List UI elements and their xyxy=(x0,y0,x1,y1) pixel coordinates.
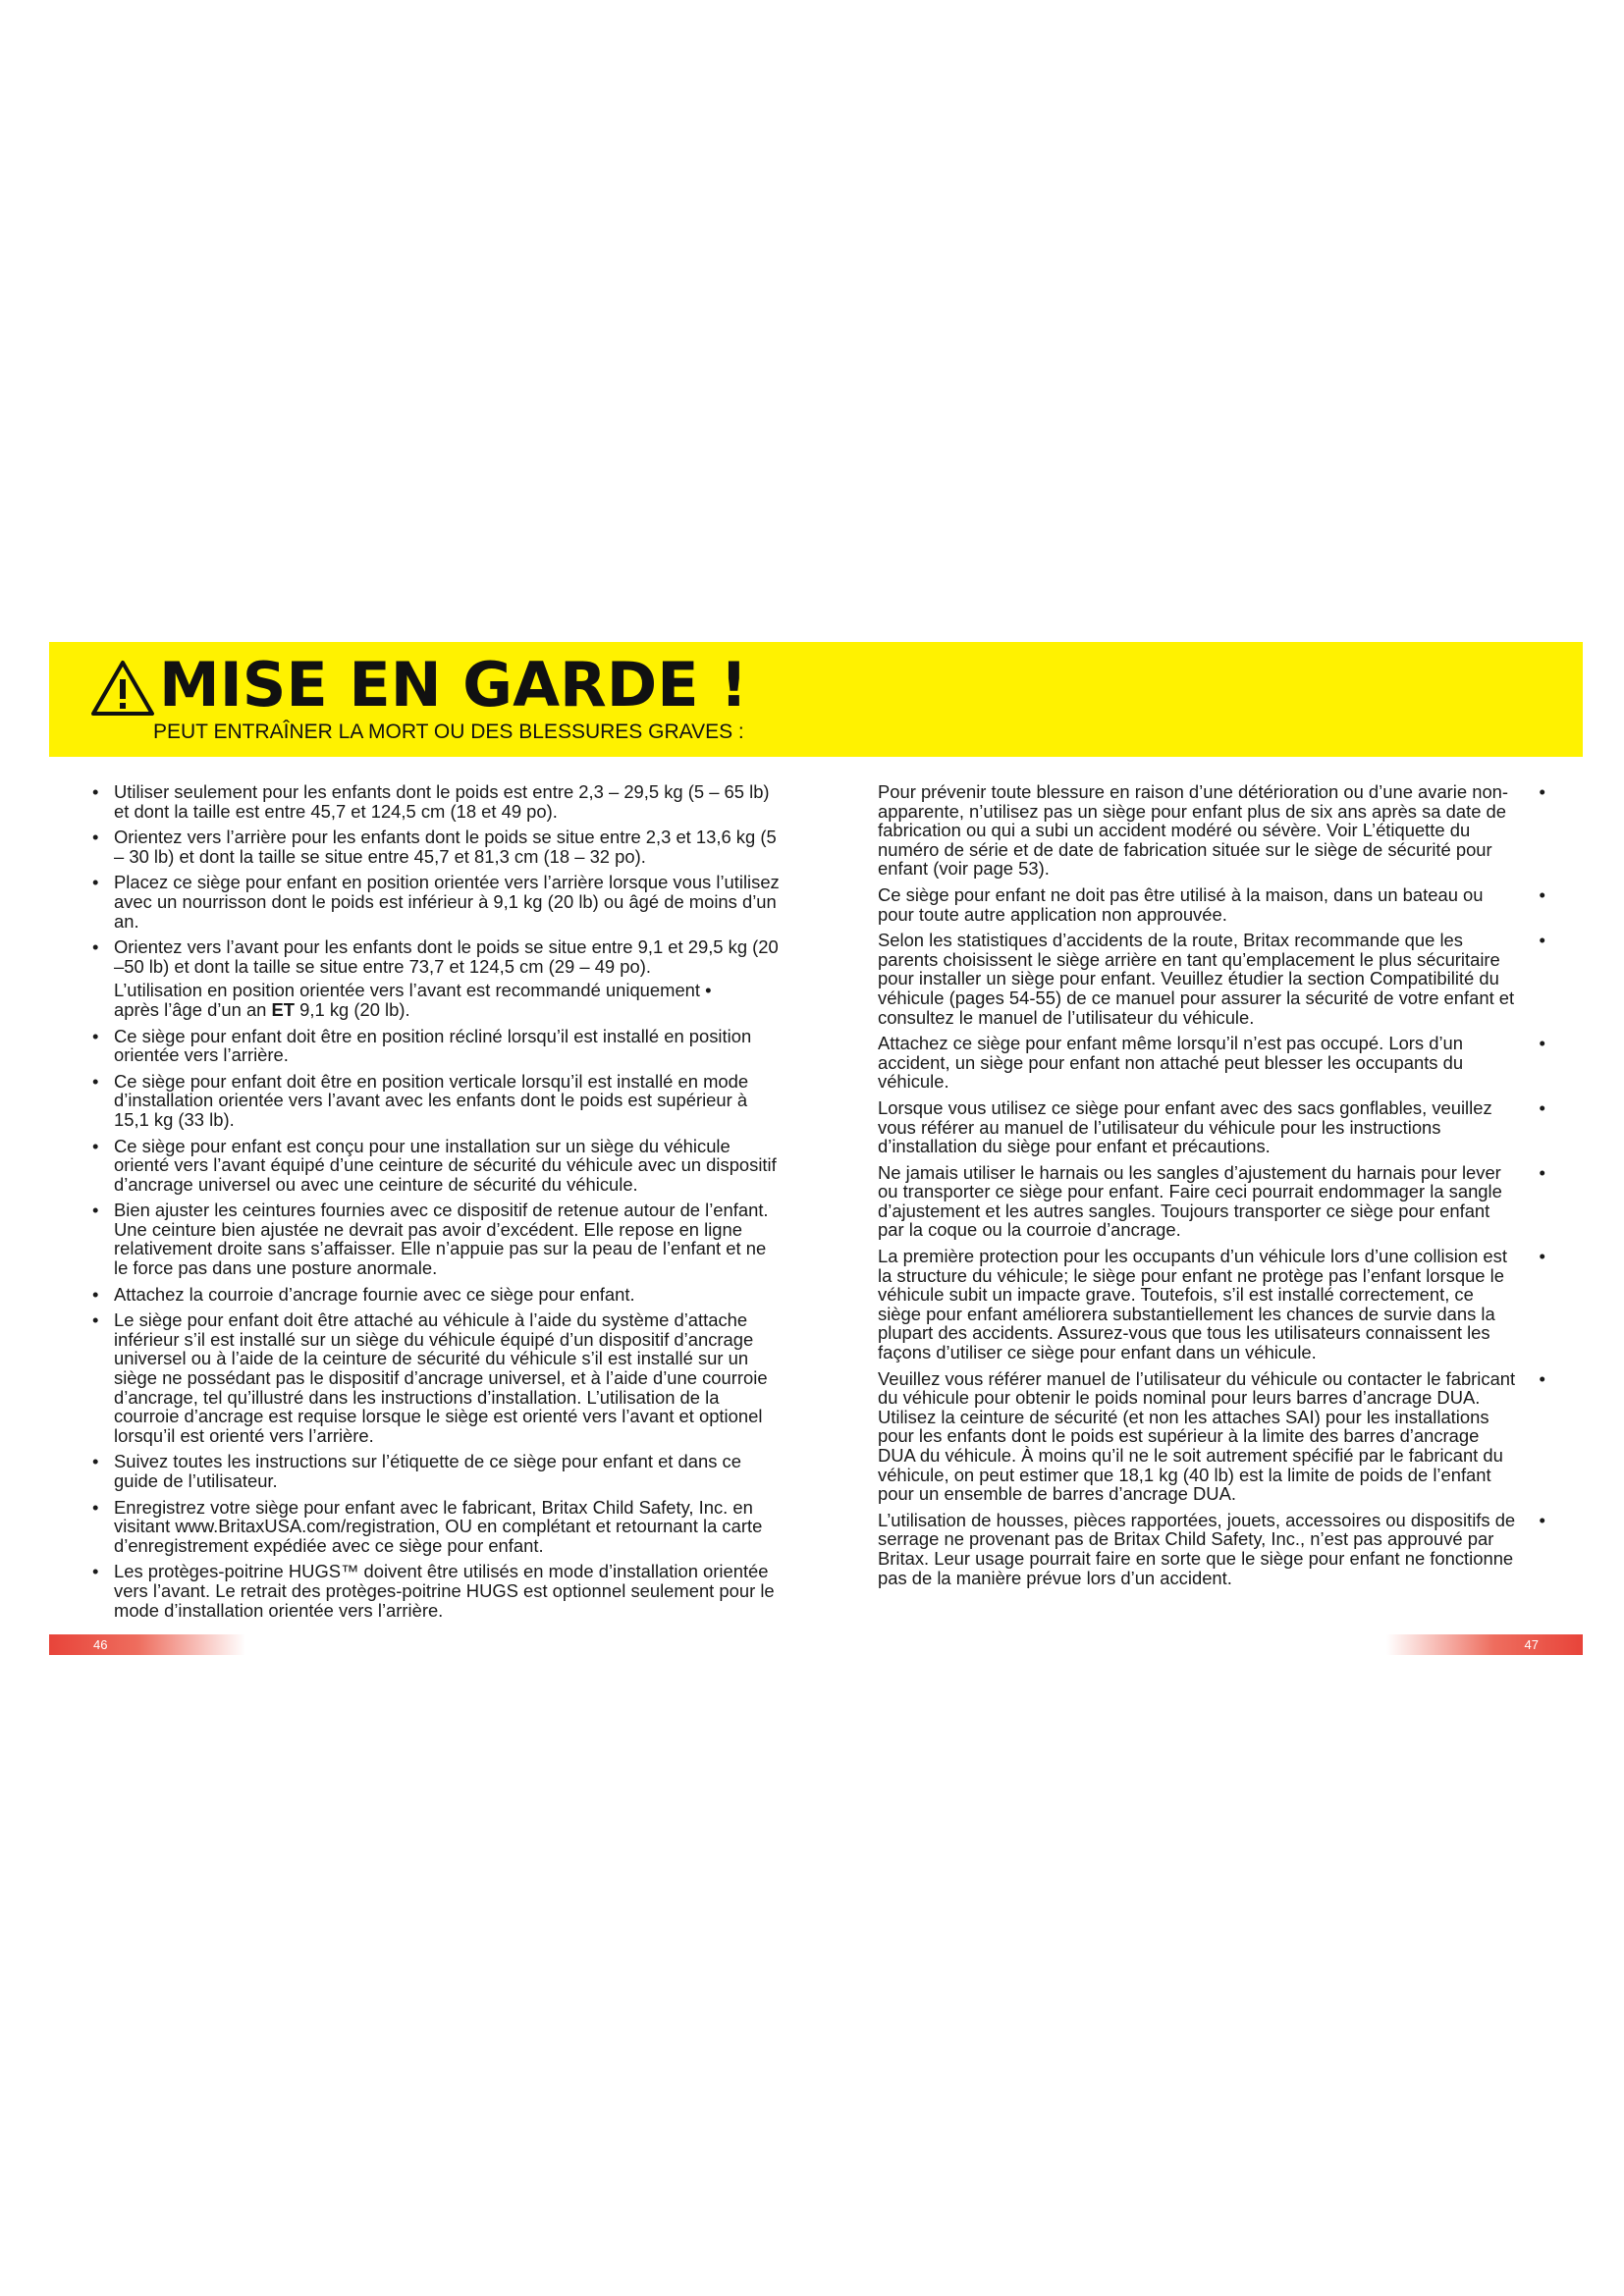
paragraph-text: Veuillez vous référer manuel de l’utilisateur du véhicule ou contacter le fabricant du véhicule pour obtenir le poids nominal pour leurs barres d’ancrage DUA. Utilisez la ceinture de sécurité (et non les attaches SAI) pour les installations pour les enfants dont le poids est supérieur à la limite des barres d’ancrage DUA du véhicule. À moins qu’il ne le soit autrement spécifié par le fabricant du véhicule, on peut estimer que 18,1 kg (40 lb) est la limite de poids de l’enfant pour un ensemble de barres d’ancrage DUA. xyxy=(878,1367,1516,1505)
list-item: • Orientez vers l’arrière pour les enfants dont le poids se situe entre 2,3 et 13,6 kg (5 – 30 lb) et dont la taille se situe entre 45,7 et 81,3 cm (18 – 32 po). xyxy=(92,828,782,866)
bullet-marker: • xyxy=(1539,1033,1545,1054)
warning-paragraph xyxy=(878,885,1545,924)
list-item: • Ce siège pour enfant est conçu pour une installation sur un siège du véhicule orienté vers l’avant équipé d’une ceinture de sécurité du véhicule avec un dispositif d’ancrage universel ou avec une ceinture de sécurité du véhicule. xyxy=(92,1137,782,1195)
warning-banner xyxy=(49,642,1583,757)
paragraph-text: Attachez ce siège pour enfant même lorsqu’il n’est pas occupé. Lors d’un accident, un siège pour enfant non attaché peut blesser les occupants du véhicule. xyxy=(878,1033,1464,1093)
warning-title: MISE EN GARDE ! xyxy=(159,649,748,721)
bullet-marker: • xyxy=(1539,1367,1545,1389)
list-item: • Le siège pour enfant doit être attaché au véhicule à l’aide du système d’attache inférieur s’il est installé sur un siège du véhicule équipé d’un dispositif d’ancrage universel ou à l’aide de la ceinture de sécurité du véhicule s’il est installé sur un siège ne possédant pas le dispositif d’ancrage universel, et à l’aide d’une courroie d’ancrage, tel qu’illustré dans les instructions d’installation. L’utilisation de la courroie d’ancrage est requise lorsque le siège est orienté vers l’avant et optionel lorsqu’il est orienté vers l’arrière. xyxy=(92,1310,782,1445)
warning-paragraph xyxy=(878,1034,1545,1092)
warning-paragraph xyxy=(878,782,1545,879)
page-number-left: 46 xyxy=(93,1637,108,1652)
list-item: • Attachez la courroie d’ancrage fournie avec ce siège pour enfant. xyxy=(92,1285,782,1305)
warning-paragraph xyxy=(878,931,1545,1027)
continuation-text: L’utilisation en position orientée vers l’avant est recommandé uniquement • xyxy=(114,980,712,1001)
list-item: • Placez ce siège pour enfant en position orientée vers l’arrière lorsque vous l’utilisez avec un nourrisson dont le poids est inférieur à 9,1 kg (20 lb) ou âgé de moins d’un an. xyxy=(92,873,782,931)
list-item: • Ce siège pour enfant doit être en position verticale lorsqu’il est installé en mode d’installation orientée vers l’avant avec les enfants dont le poids est supérieur à 15,1 kg (33 lb). xyxy=(92,1072,782,1130)
warning-paragraph xyxy=(878,1511,1545,1587)
paragraph-text: Selon les statistiques d’accidents de la route, Britax recommande que les parents choisissent le siège arrière en tant qu’emplacement le plus sécuritaire pour installer un siège pour enfant. Veuillez étudier la section Compatibilité du véhicule (pages 54-55) de ce manuel pour assurer la sécurité de votre enfant et consultez le manuel de l’utilisateur du véhicule. xyxy=(878,930,1515,1028)
warning-list xyxy=(92,782,782,1620)
warning-paragraph xyxy=(878,1369,1545,1504)
warning-paragraph xyxy=(878,1098,1545,1156)
bullet-marker: • xyxy=(1539,1096,1545,1118)
bullet-marker: • xyxy=(1539,1161,1545,1183)
list-item: • Utiliser seulement pour les enfants dont le poids est entre 2,3 – 29,5 kg (5 – 65 lb) et dont la taille est entre 45,7 et 124,5 cm (18 et 49 po). xyxy=(92,782,782,821)
footer-bar-left xyxy=(49,1634,245,1655)
bullet-marker: • xyxy=(1539,883,1545,905)
continuation-text-2: après l’âge d’un an xyxy=(114,998,272,1020)
list-item: • Ce siège pour enfant doit être en position récliné lorsqu’il est installé en position orientée vers l’arrière. xyxy=(92,1027,782,1065)
list-item: • Bien ajuster les ceintures fournies avec ce dispositif de retenue autour de l’enfant. Une ceinture bien ajustée ne devrait pas avoir d’excédent. Elle repose en ligne relativement droite sans s’affaisser. Elle n’appuie pas sur la peau de l’enfant et ne le force pas dans une posture anormale. xyxy=(92,1201,782,1277)
paragraph-text: La première protection pour les occupants d’un véhicule lors d’une collision est la structure du véhicule; le siège pour enfant ne protège pas l’enfant lorsque le véhicule subit un impacte grave. Toutefois, s’il est installé correctement, ce siège pour enfant améliorera substantiellement les chances de survie dans la plupart des accidents. Assurez-vous que tous les utilisateurs connaissent les façons d’utiliser ce siège pour enfant dans un véhicule. xyxy=(878,1246,1507,1363)
list-item: • Suivez toutes les instructions sur l’étiquette de ce siège pour enfant et dans ce guide de l’utilisateur. xyxy=(92,1452,782,1490)
list-item: • Les protèges-poitrine HUGS™ doivent être utilisés en mode d’installation orientée vers l’avant. Le retrait des protèges-poitrine HUGS est optionnel seulement pour le mode d’installation orientée vers l’arrière. xyxy=(92,1562,782,1620)
paragraph-text: Pour prévenir toute blessure en raison d’une détérioration ou d’une avarie non-apparente, n’utilisez pas un siège pour enfant plus de six ans après sa date de fabrication ou qui a subi un accident modéré ou sévère. Voir L’étiquette du numéro de série et de date de fabrication située sur le siège de sécurité pour enfant (voir page 53). xyxy=(878,781,1509,880)
continuation-text-3: 9,1 kg (20 lb). xyxy=(295,998,410,1020)
list-item-continuation xyxy=(92,981,782,1019)
footer-bar-right xyxy=(1386,1634,1583,1655)
list-item: • Enregistrez votre siège pour enfant avec le fabricant, Britax Child Safety, Inc. en visitant www.BritaxUSA.com/registration, OU en complétant et retournant la carte d’enregistrement expédiée avec ce siège pour enfant. xyxy=(92,1498,782,1556)
warning-triangle-icon xyxy=(90,660,155,717)
bullet-marker: • xyxy=(1539,781,1545,802)
warning-paragraph xyxy=(878,1163,1545,1240)
warning-subtitle: PEUT ENTRAÎNER LA MORT OU DES BLESSURES GRAVES : xyxy=(153,721,744,743)
paragraph-text: Ne jamais utiliser le harnais ou les sangles d’ajustement du harnais pour lever ou transporter ce siège pour enfant. Faire ceci pourrait endommager la sangle d’ajustement et les autres sangles. Toujours transporter ce siège pour enfant par la coque ou la courroie d’ancrage. xyxy=(878,1161,1502,1241)
warning-paragraph xyxy=(878,1247,1545,1362)
paragraph-text: L’utilisation de housses, pièces rapportées, jouets, accessoires ou dispositifs de serrage ne provenant pas de Britax Child Safety, Inc., n’est pas approuvé par Britax. Leur usage pourrait faire en sorte que le siège pour enfant ne fonctionne pas de la manière prévue lors d’un accident. xyxy=(878,1509,1516,1588)
continuation-bold: ET xyxy=(271,998,296,1020)
paragraph-text: Ce siège pour enfant ne doit pas être utilisé à la maison, dans un bateau ou pour toute autre application non approuvée. xyxy=(878,883,1484,925)
page-number-right: 47 xyxy=(1524,1637,1539,1652)
bullet-marker: • xyxy=(1539,1509,1545,1530)
right-column xyxy=(878,782,1545,1594)
left-column xyxy=(92,782,782,1627)
paragraph-text: Lorsque vous utilisez ce siège pour enfant avec des sacs gonflables, veuillez vous référer au manuel de l’utilisateur du véhicule pour les instructions d’installation du siège pour enfant et précautions. xyxy=(878,1096,1492,1157)
list-item: • Orientez vers l’avant pour les enfants dont le poids se situe entre 9,1 et 29,5 kg (20 –50 lb) et dont la taille se situe entre 73,7 et 124,5 cm (29 – 49 po). xyxy=(92,937,782,976)
bullet-marker: • xyxy=(1539,930,1545,951)
bullet-marker: • xyxy=(1539,1246,1545,1267)
